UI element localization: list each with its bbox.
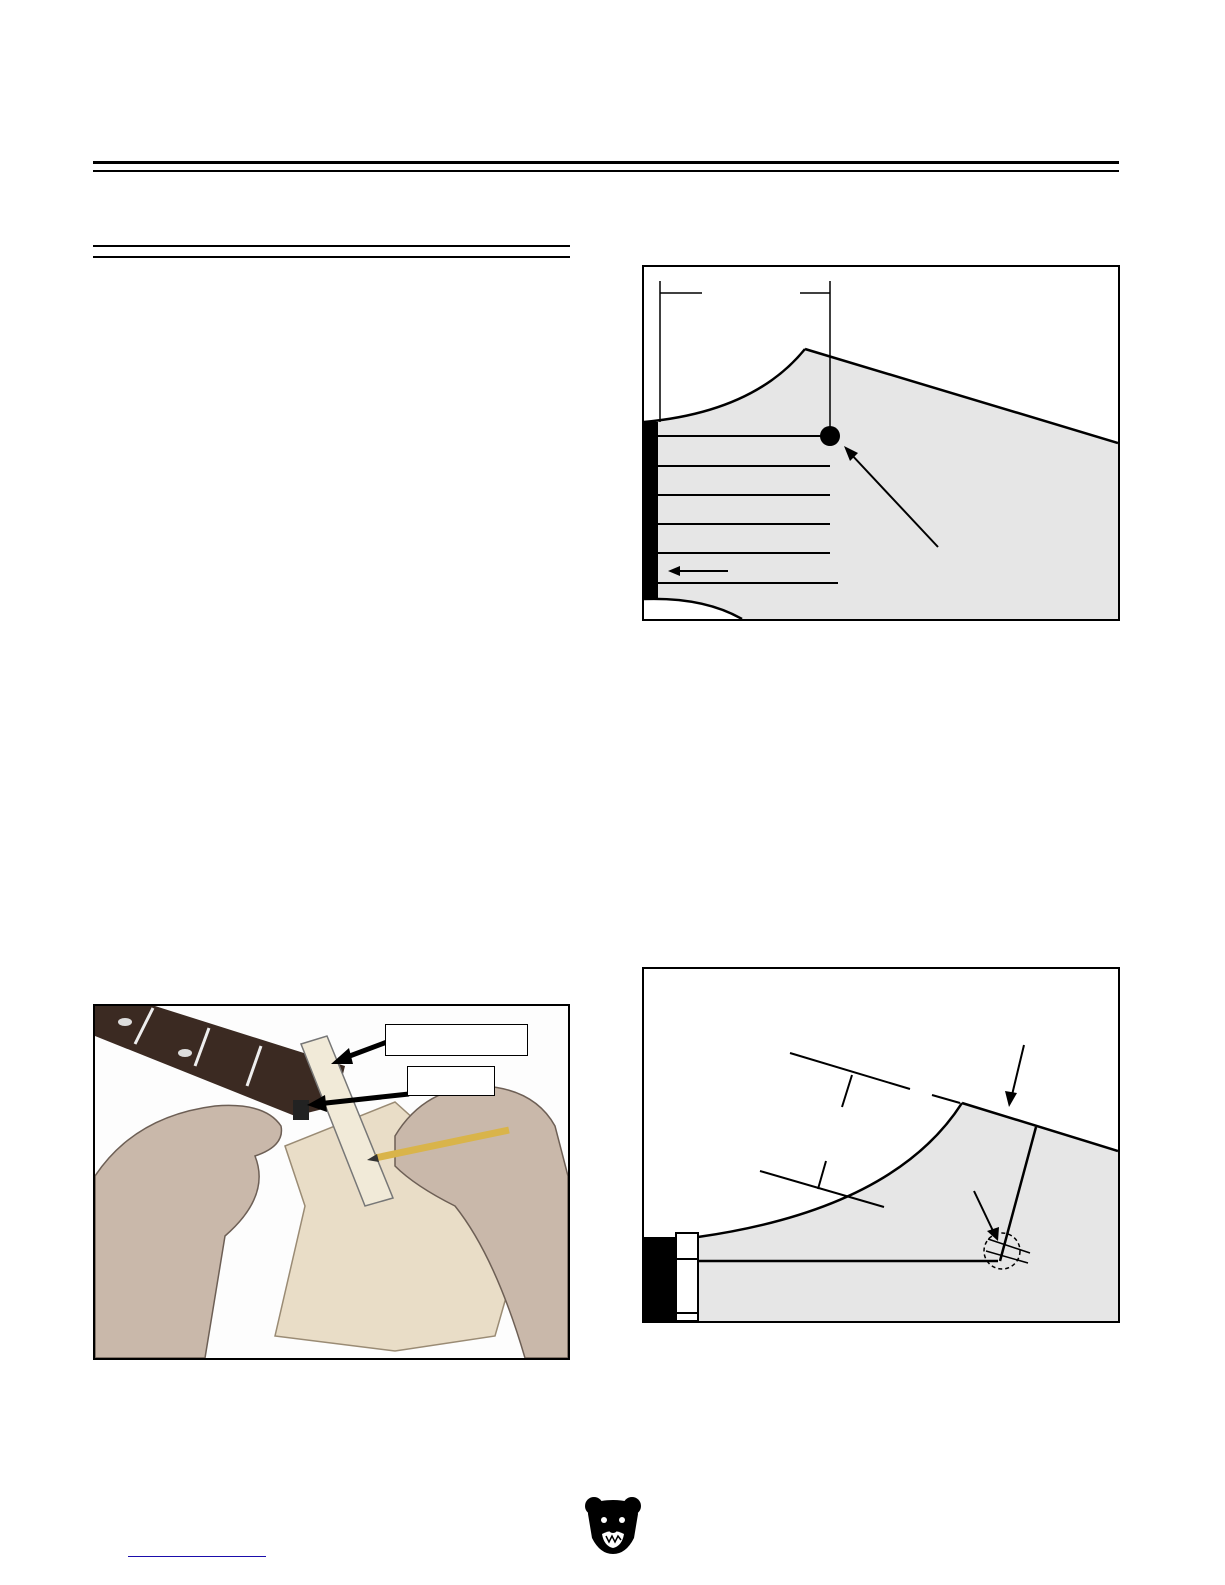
edge-pointer-arrowhead [1005, 1091, 1017, 1107]
template-marking-photo-figure [93, 1004, 570, 1360]
header-rule-bottom [93, 170, 1119, 172]
bear-head-icon [582, 1494, 644, 1556]
template-spacer-block [293, 1100, 309, 1120]
nut-bar [644, 422, 658, 599]
headstock-layout-figure [642, 265, 1120, 621]
callout-label-top [385, 1024, 528, 1056]
headstock-shape [644, 349, 1118, 619]
edge-pointer-arrow [1012, 1045, 1024, 1095]
dimension-tick [818, 1161, 826, 1189]
dimension-tick [842, 1075, 852, 1107]
section-rule-bottom [93, 256, 570, 258]
extension-line-upper-cont [932, 1095, 960, 1103]
fret-inlay [178, 1049, 192, 1057]
headstock-angle-diagram [644, 969, 1118, 1321]
headstock-shape [698, 1103, 1118, 1321]
nut-spacer [676, 1233, 698, 1321]
headstock-layout-diagram [644, 267, 1118, 619]
callout-label-bottom [407, 1066, 495, 1096]
header-rule-top [93, 161, 1119, 164]
section-rule-top [93, 245, 570, 247]
nut-bar [644, 1237, 676, 1321]
fret-inlay [118, 1018, 132, 1026]
headstock-angle-figure [642, 967, 1120, 1323]
tuner-hole-marker [820, 426, 840, 446]
footer-logo [582, 1494, 644, 1556]
template-marking-photo [95, 1006, 568, 1358]
footer-link[interactable] [128, 1556, 266, 1557]
